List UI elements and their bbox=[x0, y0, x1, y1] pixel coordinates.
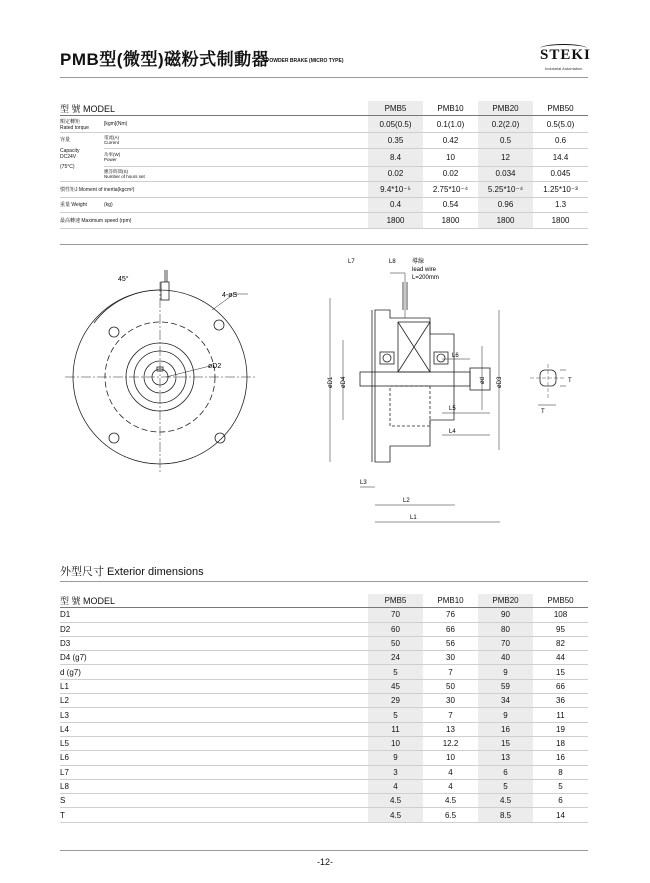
dim-cell: 108 bbox=[533, 608, 588, 622]
spec-model: PMB20 bbox=[478, 101, 533, 116]
dim-cell: 60 bbox=[368, 622, 423, 636]
spec-current-row bbox=[60, 133, 588, 149]
dim-cell: 5 bbox=[368, 708, 423, 722]
spec-cell: 0.05(0.5) bbox=[368, 116, 423, 133]
spec-cell: 5.25*10⁻⁴ bbox=[478, 182, 533, 198]
dim-cell: 13 bbox=[423, 722, 478, 736]
dim-cell: 4.5 bbox=[478, 794, 533, 808]
timeconst-en: Number of hours set bbox=[104, 173, 145, 179]
dim-cell: 4.5 bbox=[368, 794, 423, 808]
dim-cell: 66 bbox=[533, 679, 588, 693]
spec-cell: 12 bbox=[478, 148, 533, 166]
dim-cell: 50 bbox=[423, 679, 478, 693]
torque-en: Rated torque bbox=[60, 124, 89, 131]
dim-cell: 95 bbox=[533, 622, 588, 636]
dim-model-label: 型 號 MODEL bbox=[60, 594, 368, 608]
timeconst-cn: 應答時間(S) bbox=[104, 168, 128, 174]
spec-header-row bbox=[60, 101, 588, 116]
dim-cell: 4 bbox=[423, 779, 478, 793]
spec-torque-row bbox=[60, 116, 588, 133]
spec-model: PMB10 bbox=[423, 101, 478, 116]
speed-label: 最高轉速 Maximum speed (rpm) bbox=[60, 213, 368, 229]
spec-cell: 10 bbox=[423, 148, 478, 166]
table-row bbox=[60, 608, 588, 622]
d-label: ød bbox=[480, 376, 486, 384]
table-row bbox=[60, 622, 588, 636]
torque-unit: [kgm](Nm) bbox=[104, 116, 368, 133]
weight-unit: (kg) bbox=[104, 197, 368, 213]
dim-row-label: L6 bbox=[60, 751, 368, 765]
angle-label: 45° bbox=[118, 276, 129, 283]
dim-cell: 3 bbox=[368, 765, 423, 779]
dim-header-row bbox=[60, 594, 588, 608]
page-subtitle: POWDER BRAKE (MICRO TYPE) bbox=[266, 58, 344, 64]
timeconst-label bbox=[104, 166, 368, 182]
capacity-cn: 容量 bbox=[60, 137, 71, 143]
weight-label: 重量 Weight bbox=[60, 197, 104, 213]
dim-cell: 90 bbox=[478, 608, 533, 622]
dim-cell: 30 bbox=[423, 651, 478, 665]
d1-label: øD1 bbox=[328, 376, 334, 388]
l5-label: L5 bbox=[449, 406, 456, 412]
dim-cell: 70 bbox=[478, 636, 533, 650]
table-row bbox=[60, 779, 588, 793]
spec-cell: 9.4*10⁻⁵ bbox=[368, 182, 423, 198]
dim-row-label: L8 bbox=[60, 779, 368, 793]
spec-inertia-row bbox=[60, 182, 588, 198]
table-row bbox=[60, 651, 588, 665]
dim-cell: 44 bbox=[533, 651, 588, 665]
dim-cell: 5 bbox=[533, 779, 588, 793]
dim-cell: 15 bbox=[533, 665, 588, 679]
dim-cell: 15 bbox=[478, 736, 533, 750]
dim-cell: 11 bbox=[533, 708, 588, 722]
spec-cell: 0.5 bbox=[478, 133, 533, 149]
l1-label: L1 bbox=[410, 515, 417, 521]
dim-model: PMB50 bbox=[533, 594, 588, 608]
page-number: -12- bbox=[316, 857, 333, 867]
dim-cell: 9 bbox=[368, 751, 423, 765]
dim-row-label: L2 bbox=[60, 694, 368, 708]
table-row bbox=[60, 808, 588, 822]
dim-cell: 9 bbox=[478, 665, 533, 679]
spec-cell: 0.5(5.0) bbox=[533, 116, 588, 133]
holes-label: 4-øS bbox=[222, 292, 238, 299]
dim-cell: 66 bbox=[423, 622, 478, 636]
spec-cell: 0.6 bbox=[533, 133, 588, 149]
spec-cell: 0.4 bbox=[368, 197, 423, 213]
page-title: PMB型(微型)磁粉式制動器 bbox=[60, 50, 270, 69]
spec-model: PMB50 bbox=[533, 101, 588, 116]
dim-model: PMB20 bbox=[478, 594, 533, 608]
spec-cell: 14.4 bbox=[533, 148, 588, 166]
inertia-label: 慣性矩J Moment of inertia(kgcm²) bbox=[60, 182, 368, 198]
dim-cell: 29 bbox=[368, 694, 423, 708]
dim-cell: 13 bbox=[478, 751, 533, 765]
spec-timeconst-row bbox=[60, 166, 588, 182]
spec-power-row bbox=[60, 148, 588, 166]
table-row bbox=[60, 694, 588, 708]
dim-table-body bbox=[60, 608, 588, 822]
dim-row-label: L1 bbox=[60, 679, 368, 693]
dim-cell: 19 bbox=[533, 722, 588, 736]
table-row bbox=[60, 722, 588, 736]
spec-cell: 0.54 bbox=[423, 197, 478, 213]
current-cn: 電流(A) bbox=[104, 135, 119, 141]
table-row bbox=[60, 736, 588, 750]
dim-cell: 11 bbox=[368, 722, 423, 736]
spec-cell: 0.02 bbox=[423, 166, 478, 182]
dim-cell: 30 bbox=[423, 694, 478, 708]
spec-cell: 0.96 bbox=[478, 197, 533, 213]
dim-cell: 45 bbox=[368, 679, 423, 693]
dim-row-label: D2 bbox=[60, 622, 368, 636]
spec-cell: 2.75*10⁻⁴ bbox=[423, 182, 478, 198]
dim-cell: 4 bbox=[368, 779, 423, 793]
brand-logo-subtitle: Industrial Automation bbox=[545, 66, 583, 71]
dim-cell: 4 bbox=[423, 765, 478, 779]
dim-cell: 5 bbox=[368, 665, 423, 679]
l4-label: L4 bbox=[449, 429, 456, 435]
dim-cell: 6.5 bbox=[423, 808, 478, 822]
dim-cell: 9 bbox=[478, 708, 533, 722]
t-label-bottom: T bbox=[541, 409, 545, 415]
dim-row-label: T bbox=[60, 808, 368, 822]
dim-cell: 4.5 bbox=[423, 794, 478, 808]
spec-cell: 1800 bbox=[423, 213, 478, 229]
dim-cell: 59 bbox=[478, 679, 533, 693]
torque-label bbox=[60, 116, 104, 133]
power-cn: 功率(W) bbox=[104, 152, 121, 157]
d4-label: øD4 bbox=[341, 376, 347, 388]
current-en: Current bbox=[104, 140, 120, 146]
dim-cell: 6 bbox=[478, 765, 533, 779]
dim-cell: 70 bbox=[368, 608, 423, 622]
dim-cell: 4.5 bbox=[368, 808, 423, 822]
power-en: Power bbox=[104, 157, 117, 162]
capacity-label bbox=[60, 133, 104, 182]
dim-model: PMB5 bbox=[368, 594, 423, 608]
mount-hole bbox=[109, 433, 119, 443]
l6-label: L6 bbox=[452, 353, 459, 359]
front-view bbox=[65, 270, 255, 472]
dim-row-label: L5 bbox=[60, 736, 368, 750]
spec-model: PMB5 bbox=[368, 101, 423, 116]
dim-cell: 82 bbox=[533, 636, 588, 650]
dim-row-label: D3 bbox=[60, 636, 368, 650]
dim-cell: 6 bbox=[533, 794, 588, 808]
dim-row-label: d (g7) bbox=[60, 665, 368, 679]
section-rule bbox=[60, 244, 588, 245]
spec-cell: 0.034 bbox=[478, 166, 533, 182]
dim-cell: 12.2 bbox=[423, 736, 478, 750]
spec-cell: 0.35 bbox=[368, 133, 423, 149]
dim-cell: 16 bbox=[533, 751, 588, 765]
dim-cell: 56 bbox=[423, 636, 478, 650]
dim-row-label: L7 bbox=[60, 765, 368, 779]
table-row bbox=[60, 765, 588, 779]
dim-row-label: D4 (g7) bbox=[60, 651, 368, 665]
torque-cn: 額定轉矩 bbox=[60, 118, 81, 125]
dimension-table bbox=[60, 594, 588, 823]
power-label bbox=[104, 148, 368, 166]
dim-cell: 10 bbox=[368, 736, 423, 750]
dim-cell: 76 bbox=[423, 608, 478, 622]
terminal-block bbox=[161, 282, 169, 300]
spec-weight-row bbox=[60, 197, 588, 213]
mount-hole bbox=[214, 320, 224, 330]
spec-cell: 0.42 bbox=[423, 133, 478, 149]
table-row bbox=[60, 679, 588, 693]
dim-cell: 50 bbox=[368, 636, 423, 650]
table-row bbox=[60, 751, 588, 765]
spec-table bbox=[60, 101, 588, 229]
dim-row-label: S bbox=[60, 794, 368, 808]
d2-label: øD2 bbox=[208, 363, 222, 370]
table-row bbox=[60, 636, 588, 650]
spec-cell: 1.25*10⁻³ bbox=[533, 182, 588, 198]
capacity-temp: (75°C) bbox=[60, 164, 75, 170]
spec-cell: 0.02 bbox=[368, 166, 423, 182]
dim-row-label: L4 bbox=[60, 722, 368, 736]
mount-hole bbox=[109, 327, 119, 337]
spec-cell: 1.3 bbox=[533, 197, 588, 213]
header-rule bbox=[60, 77, 588, 78]
dim-cell: 10 bbox=[423, 751, 478, 765]
lead-wire-en: lead wire bbox=[412, 267, 437, 273]
current-label bbox=[104, 133, 368, 149]
dim-cell: 36 bbox=[533, 694, 588, 708]
spec-cell: 0.2(2.0) bbox=[478, 116, 533, 133]
dim-cell: 8 bbox=[533, 765, 588, 779]
dim-cell: 24 bbox=[368, 651, 423, 665]
dim-row-label: D1 bbox=[60, 608, 368, 622]
dim-cell: 8.5 bbox=[478, 808, 533, 822]
dim-cell: 34 bbox=[478, 694, 533, 708]
table-row bbox=[60, 708, 588, 722]
l2-label: L2 bbox=[403, 498, 410, 504]
shaft bbox=[360, 372, 470, 386]
dim-cell: 18 bbox=[533, 736, 588, 750]
dim-row-label: L3 bbox=[60, 708, 368, 722]
dim-cell: 80 bbox=[478, 622, 533, 636]
dim-cell: 14 bbox=[533, 808, 588, 822]
capacity-en: Capacity bbox=[60, 148, 80, 154]
dim-cell: 16 bbox=[478, 722, 533, 736]
brand-logo: STEKI bbox=[540, 47, 591, 63]
dim-cell: 5 bbox=[478, 779, 533, 793]
table-row bbox=[60, 665, 588, 679]
spec-cell: 1800 bbox=[368, 213, 423, 229]
footer-rule bbox=[60, 850, 588, 851]
section-title-rule bbox=[60, 581, 588, 582]
mount-hole bbox=[215, 433, 225, 443]
spec-model-label: 型 號 MODEL bbox=[60, 101, 368, 116]
section-title: 外型尺寸 Exterior dimensions bbox=[60, 566, 204, 578]
l3-label: L3 bbox=[360, 480, 367, 486]
spec-speed-row bbox=[60, 213, 588, 229]
l8-label: L8 bbox=[389, 259, 396, 265]
lead-wire-length: L=200mm bbox=[412, 275, 439, 281]
spec-cell: 1800 bbox=[478, 213, 533, 229]
spec-cell: 0.045 bbox=[533, 166, 588, 182]
dim-model: PMB10 bbox=[423, 594, 478, 608]
capacity-voltage: DC24V bbox=[60, 154, 77, 160]
dim-cell: 7 bbox=[423, 708, 478, 722]
d3-label: øD3 bbox=[497, 376, 503, 388]
lead-wire-cn: 導線 bbox=[412, 259, 425, 265]
angle-arc bbox=[94, 290, 160, 323]
table-row bbox=[60, 794, 588, 808]
t-label-side: T bbox=[568, 378, 572, 384]
l7-label: L7 bbox=[348, 259, 355, 265]
spec-cell: 0.1(1.0) bbox=[423, 116, 478, 133]
technical-drawing bbox=[60, 250, 588, 540]
dim-cell: 40 bbox=[478, 651, 533, 665]
dim-cell: 7 bbox=[423, 665, 478, 679]
spec-cell: 8.4 bbox=[368, 148, 423, 166]
spec-cell: 1800 bbox=[533, 213, 588, 229]
